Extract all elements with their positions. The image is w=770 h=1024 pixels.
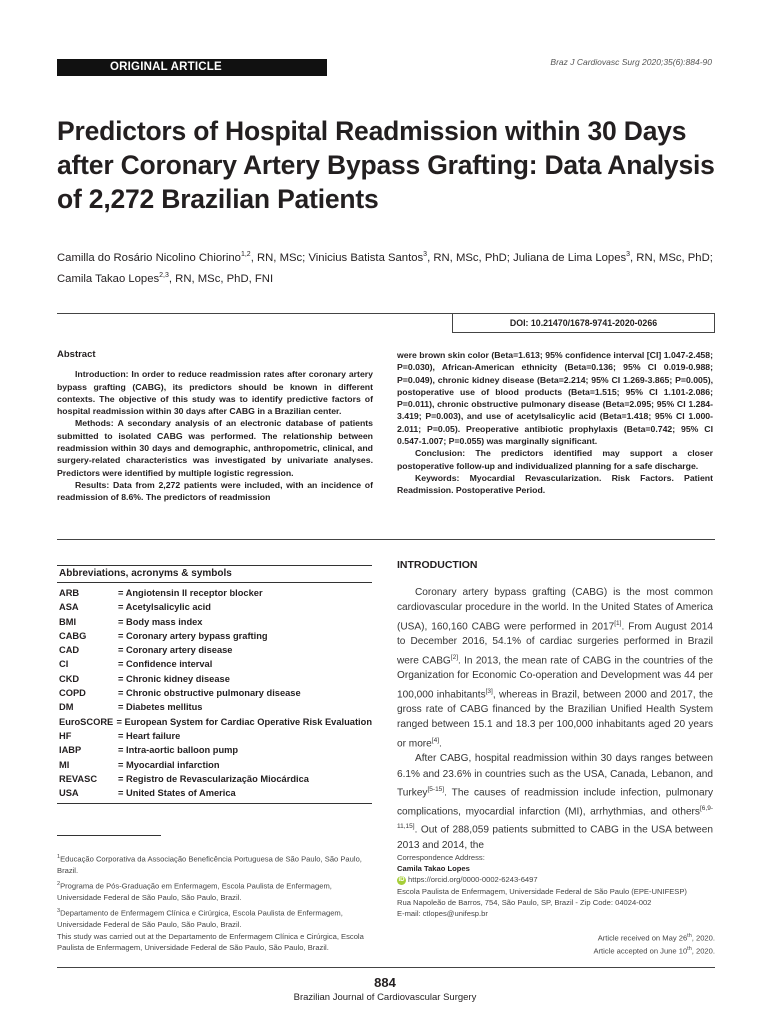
- abbreviation-row: [57, 672, 372, 686]
- abbreviation-definition: = Confidence interval: [118, 659, 213, 670]
- orcid-icon: iD: [398, 876, 405, 883]
- abbreviation-row: [57, 772, 372, 786]
- abstract-results-continued: were brown skin color (Beta=1.613; 95% confidence interval [CI] 1.047-2.458; P=0.030), African-American ethnicity (Beta=0.136; 95% CI 0.019-0.988; P=0.049), chronic kidney disease (Beta=2.214; 95% CI 1.269-3.865; P=0.005), postoperative use of blood products (Beta=1.515; 95% CI 1.101-2.086; P=0.011), chronic obstructive pulmonary disease (Beta=2.095; 95% CI 1.284-3.419; P=0.003), and use of acetylsalicylic acid (Beta=1.418; 95% CI 1.000-2.011; P=0.05). Preoperative antibiotic prophylaxis (Beta=0.742; 95% CI 0.547-1.007; P=0.055) was marginally significant.: [397, 350, 713, 447]
- abstract-introduction: Introduction: In order to reduce readmission rates after coronary artery bypass grafting (CABG), its predictors should be known in different contexts. The objective of this study was to identify predictive factors of hospital readmission within 30 days after CABG in a Brazilian center.: [57, 369, 373, 417]
- abbreviations-heading: Abbreviations, acronyms & symbols: [57, 566, 372, 583]
- correspondence: [397, 852, 715, 919]
- author-name: Vinicius Batista Santos: [308, 251, 424, 264]
- abbreviation-definition: = Acetylsalicylic acid: [118, 602, 211, 613]
- orcid-row: [397, 874, 715, 885]
- doi-link[interactable]: DOI: 10.21470/1678-9741-2020-0266: [452, 313, 715, 333]
- abbreviation-row: [57, 586, 372, 600]
- abbreviation-definition: = European System for Cardiac Operative Risk Evaluation: [116, 716, 372, 727]
- abbreviation-term: ARB: [59, 588, 80, 598]
- article-title: Predictors of Hospital Readmission within 30 Days after Coronary Artery Bypass Grafting: Data Analysis of 2,272 Brazilian Patients: [57, 116, 715, 214]
- abstract-divider: [57, 539, 715, 540]
- abstract-conclusion: Conclusion: The predictors identified may support a closer postoperative follow-up and individualized planning for a safe discharge.: [397, 448, 713, 471]
- correspondence-address: Rua Napoleão de Barros, 754, São Paulo, SP, Brazil - Zip Code: 04024-002: [397, 897, 652, 907]
- author-name: Juliana de Lima Lopes: [513, 251, 627, 264]
- abbreviation-definition: = Diabetes mellitus: [118, 702, 203, 713]
- abbreviation-row: [57, 758, 372, 772]
- abbreviation-row: [57, 786, 372, 800]
- introduction-paragraph: Coronary artery bypass grafting (CABG) is the most common cardiovascular procedure in the world. In the United States of America (USA), 160,160 CABG were performed in 2017[1]. From August 2014 to December 2016, 54.1% of cardiac surgeries performed in Brazil were CABG[2]. In 2013, the mean rate of CABG in the countries of the Organization for Economic Co-operation and Development was 44 per 100,000 inhabitants[3], whereas in Brazil, between 2000 and 2017, the gross rate of CABG financed by the Brazilian Unified Health System ranged between 15.1 and 18.3 per 100,000 inhabitants aged 20 years or more[4].: [397, 587, 713, 750]
- received-date: Article received on May 26th, 2020.: [597, 933, 715, 943]
- study-location-note: This study was carried out at the Departamento de Enfermagem Clínica e Cirúrgica, Escola Paulista de Enfermagem, Universidade Federal de São Paulo, São Paulo, Brazil.: [57, 932, 364, 953]
- abbreviation-term: CAD: [59, 645, 80, 656]
- abbreviation-term: CABG: [59, 630, 87, 641]
- correspondence-label: Correspondence Address:: [397, 853, 485, 862]
- abbreviation-term: CKD: [59, 673, 80, 684]
- article-type-badge: ORIGINAL ARTICLE: [57, 59, 327, 76]
- accepted-date: Article accepted on June 10th, 2020.: [593, 945, 715, 956]
- reference-link[interactable]: [1]: [614, 619, 622, 627]
- abbreviation-term: COPD: [59, 688, 86, 699]
- orcid-link[interactable]: https://orcid.org/0000-0002-6243-6497: [408, 875, 538, 885]
- abbreviations-box: [57, 565, 372, 804]
- abbreviation-row: [57, 743, 372, 757]
- abstract-right-column: [397, 349, 713, 497]
- author-list: [57, 246, 715, 289]
- abbreviation-term: HF: [59, 730, 72, 741]
- abbreviation-definition: = Heart failure: [118, 730, 181, 741]
- reference-link[interactable]: [5-15]: [427, 786, 445, 793]
- abbreviation-row: [57, 615, 372, 629]
- reference-link[interactable]: [2]: [450, 653, 459, 661]
- abbreviation-term: REVASC: [59, 773, 98, 784]
- reference-link[interactable]: [4]: [431, 736, 440, 744]
- correspondence-institution: Escola Paulista de Enfermagem, Universidade Federal de São Paulo (EPE-UNIFESP): [397, 886, 687, 896]
- abbreviation-row: [57, 643, 372, 657]
- abbreviation-definition: = Myocardial infarction: [118, 759, 220, 770]
- author-name: Camilla do Rosário Nicolino Chiorino: [57, 251, 241, 264]
- abbreviation-term: EuroSCORE: [59, 716, 114, 727]
- author-credentials: , RN, MSc, PhD, FNI: [168, 273, 274, 286]
- abbreviation-definition: = Coronary artery bypass grafting: [118, 630, 268, 641]
- abbreviation-definition: = Chronic kidney disease: [118, 673, 230, 684]
- author-affiliation-mark: 1,2: [240, 251, 251, 258]
- article-dates: [397, 931, 715, 956]
- abbreviation-definition: = Registro de Revascularização Miocárdica: [118, 773, 309, 784]
- reference-link[interactable]: [6,9-11,15]: [397, 804, 713, 831]
- correspondence-email[interactable]: E-mail: ctlopes@unifesp.br: [397, 909, 488, 919]
- abstract-keywords: Keywords: Myocardial Revascularization. Risk Factors. Patient Readmission. Postoperative Period.: [397, 472, 713, 496]
- author-credentials: , RN, MSc;: [250, 251, 309, 264]
- journal-name: Brazilian Journal of Cardiovascular Surgery: [293, 992, 477, 1003]
- author-credentials: , RN, MSc, PhD;: [427, 251, 514, 264]
- abbreviation-definition: = Body mass index: [118, 616, 203, 627]
- abbreviations-table: [57, 586, 372, 800]
- abbreviation-row: [57, 629, 372, 643]
- author-name: Camila Takao Lopes: [57, 273, 160, 286]
- introduction-section: [397, 559, 713, 853]
- abbreviation-definition: = Chronic obstructive pulmonary disease: [118, 688, 301, 699]
- abbreviation-definition: = Coronary artery disease: [118, 645, 233, 656]
- abbreviation-definition: = Angiotensin II receptor blocker: [118, 588, 263, 598]
- abstract-heading: Abstract: [57, 349, 96, 360]
- abstract-left-column: [57, 349, 373, 504]
- abbreviation-row: [57, 686, 372, 700]
- abbreviation-row: [57, 729, 372, 743]
- abbreviation-term: USA: [59, 788, 79, 799]
- page-number: 884: [374, 975, 396, 990]
- author-affiliation-mark: 3: [423, 251, 428, 258]
- affiliation-1: $^1$Educação Corporativa da Associação Beneficência Portuguesa de São Paulo, São Paulo, Brazil.: [57, 854, 362, 875]
- abbreviation-term: ASA: [59, 602, 79, 613]
- introduction-heading: INTRODUCTION: [397, 559, 478, 571]
- affiliation-2: $^2$Programa de Pós-Graduação em Enfermagem, Escola Paulista de Enfermagem, Universidade Federal de São Paulo, São Paulo, Brazil.: [57, 880, 332, 902]
- affiliation-3: $^3$Departamento de Enfermagem Clínica e Cirúrgica, Escola Paulista de Enfermagem, Universidade Federal de São Paulo, São Paulo, Brazil.: [57, 907, 343, 929]
- footnote-rule: [57, 835, 161, 836]
- author-credentials: , RN, MSc, PhD;: [630, 251, 713, 264]
- author-affiliation-mark: 2,3: [159, 272, 169, 280]
- journal-citation: Braz J Cardiovasc Surg 2020;35(6):884-90: [550, 57, 712, 67]
- abbreviation-row: [57, 657, 372, 671]
- abstract-methods: Methods: A secondary analysis of an electronic database of patients submitted to isolated CABG was performed. The relationship between readmission within 30 days and demographic, anthropometric, clinical, and surgery-related characteristics was investigated by univariate analyses. Predictors were identified by multiple logistic regression.: [57, 418, 373, 478]
- abbreviation-row: [57, 600, 372, 614]
- abbreviation-term: IABP: [59, 745, 82, 756]
- abbreviation-term: CI: [59, 659, 69, 670]
- abbreviation-row: [57, 700, 372, 714]
- reference-link[interactable]: [3]: [485, 687, 493, 695]
- abbreviation-term: MI: [59, 759, 70, 770]
- abbreviation-row: [57, 715, 372, 729]
- footer-rule: [57, 967, 715, 968]
- author-affiliation-mark: 3: [626, 251, 631, 258]
- abbreviation-term: BMI: [59, 616, 77, 627]
- introduction-paragraph: After CABG, hospital readmission within 30 days ranges between 6.1% and 23.6% in countries such as the USA, Canada, Lebanon, and Turkey[5-15]. The causes of readmission include infection, pulmonary complications, myocardial infarction (MI), arrhythmias, and others[6,9-11,15]. Out of 288,059 patients submitted to CABG in the USA between 2013 and 2014, the: [397, 753, 713, 851]
- abbreviation-definition: = United States of America: [118, 788, 236, 799]
- abstract-results: Results: Data from 2,272 patients were included, with an incidence of readmission of 8.6%. The predictors of readmission: [57, 479, 373, 503]
- affiliations: [57, 852, 375, 933]
- abbreviation-definition: = Intra-aortic balloon pump: [118, 745, 239, 756]
- correspondence-name: Camila Takao Lopes: [397, 864, 470, 874]
- abbreviation-term: DM: [59, 702, 74, 713]
